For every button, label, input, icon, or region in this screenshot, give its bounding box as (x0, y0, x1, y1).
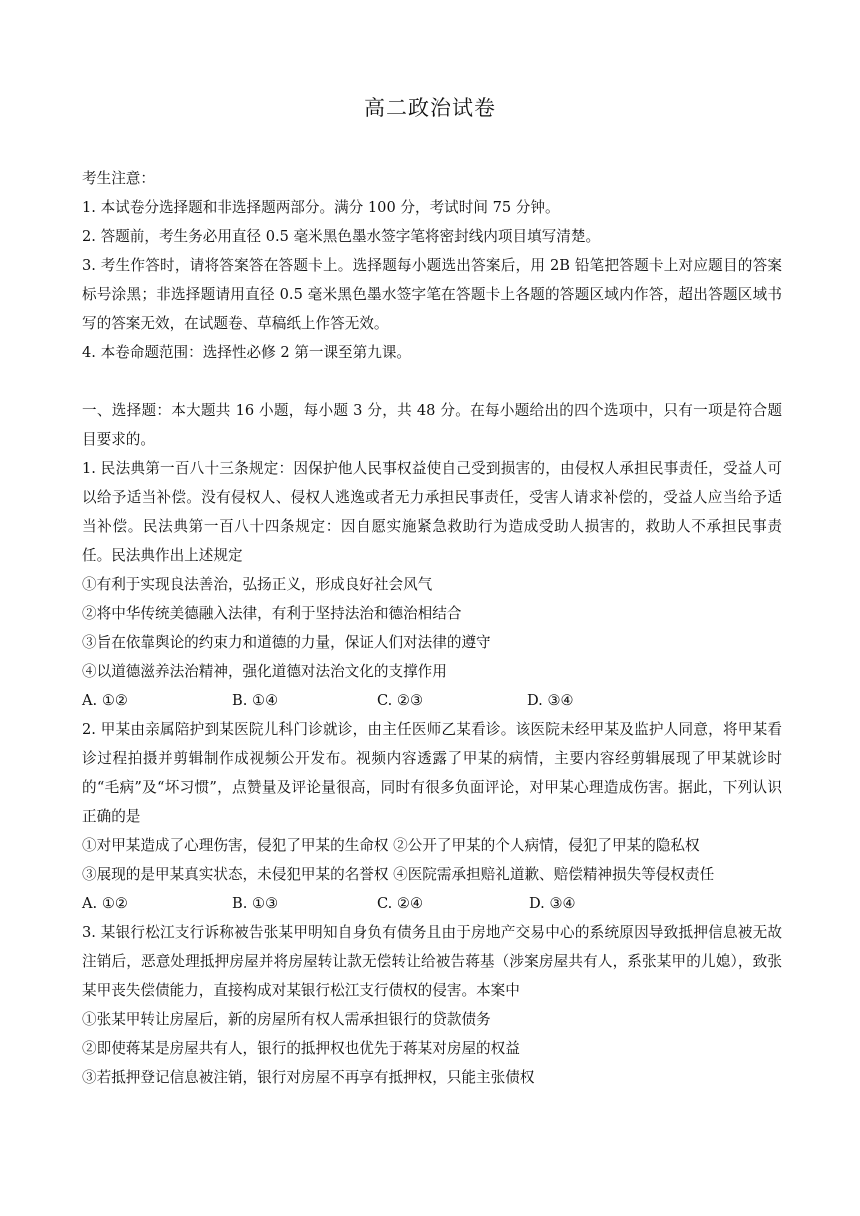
option-c: C. ②④ (377, 895, 424, 912)
question-1-statement: ②将中华传统美德融入法律，有利于坚持法治和德治相结合 (82, 605, 462, 622)
question-3-stem: 3. 某银行松江支行诉称被告张某甲明知自身负有债务且由于房地产交易中心的系统原因导致抵押信息被无故注销后，恶意处理抵押房屋并将房屋转让款无偿转让给被告蒋基（涉案房屋共有人，系张某甲的儿媳），致张某甲丧失偿债能力，直接构成对某银行松江支行债权的侵害。本案中 (82, 924, 782, 999)
notice-heading: 考生注意： (82, 170, 155, 187)
option-b: B. ①③ (232, 895, 279, 912)
option-b: B. ①④ (232, 692, 279, 709)
notice-item: 4. 本卷命题范围：选择性必修 2 第一课至第九课。 (82, 344, 412, 361)
question-1-options (82, 686, 782, 715)
question-1-statement: ①有利于实现良法善治，弘扬正义，形成良好社会风气 (82, 576, 433, 593)
question-3-statement: ①张某甲转让房屋后，新的房屋所有权人需承担银行的贷款债务 (82, 1011, 491, 1028)
question-2-statement: ③展现的是甲某真实状态，未侵犯甲某的名誉权 ④医院需承担赔礼道歉、赔偿精神损失等侵权责任 (82, 866, 715, 883)
section-heading: 一、选择题：本大题共 16 小题，每小题 3 分，共 48 分。在每小题给出的四个选项中，只有一项是符合题目要求的。 (82, 402, 782, 448)
option-d: D. ③④ (529, 895, 576, 912)
option-d: D. ③④ (527, 692, 574, 709)
question-3-statement: ③若抵押登记信息被注销，银行对房屋不再享有抵押权，只能主张债权 (82, 1069, 535, 1086)
spacer (82, 367, 782, 396)
option-a: A. ①② (82, 895, 128, 912)
exam-body (82, 164, 782, 1092)
question-1-statement: ③旨在依靠舆论的约束力和道德的力量，保证人们对法律的遵守 (82, 634, 491, 651)
question-1-statement: ④以道德滋养法治精神，强化道德对法治文化的支撑作用 (82, 663, 447, 680)
option-c: C. ②③ (377, 692, 424, 709)
notice-item: 2. 答题前，考生务必用直径 0.5 毫米黑色墨水签字笔将密封线内项目填写清楚。 (82, 228, 601, 245)
question-2-stem: 2. 甲某由亲属陪护到某医院儿科门诊就诊，由主任医师乙某看诊。该医院未经甲某及监护人同意，将甲某看诊过程拍摄并剪辑制作成视频公开发布。视频内容透露了甲某的病情，主要内容经剪辑展现了甲某就诊时的“毛病”及“坏习惯”，点赞量及评论量很高，同时有很多负面评论，对甲某心理造成伤害。据此，下列认识正确的是 (82, 721, 782, 825)
notice-item: 1. 本试卷分选择题和非选择题两部分。满分 100 分，考试时间 75 分钟。 (82, 199, 560, 216)
notice-item: 3. 考生作答时，请将答案答在答题卡上。选择题每小题选出答案后，用 2B 铅笔把答题卡上对应题目的答案标号涂黑；非选择题请用直径 0.5 毫米黑色墨水签字笔在答题卡上各题的答题区域内作答，超出答题区域书写的答案无效，在试题卷、草稿纸上作答无效。 (82, 257, 782, 332)
question-3-statement: ②即使蒋某是房屋共有人，银行的抵押权也优先于蒋某对房屋的权益 (82, 1040, 520, 1057)
question-2-statement: ①对甲某造成了心理伤害，侵犯了甲某的生命权 ②公开了甲某的个人病情，侵犯了甲某的隐私权 (82, 837, 700, 854)
page-title: 高二政治试卷 (364, 96, 496, 120)
question-2-options (82, 889, 782, 918)
question-1-stem: 1. 民法典第一百八十三条规定：因保护他人民事权益使自己受到损害的，由侵权人承担民事责任，受益人可以给予适当补偿。没有侵权人、侵权人逃逸或者无力承担民事责任，受害人请求补偿的，受益人应当给予适当补偿。民法典第一百八十四条规定：因自愿实施紧急救助行为造成受助人损害的，救助人不承担民事责任。民法典作出上述规定 (82, 460, 782, 564)
option-a: A. ①② (82, 692, 128, 709)
